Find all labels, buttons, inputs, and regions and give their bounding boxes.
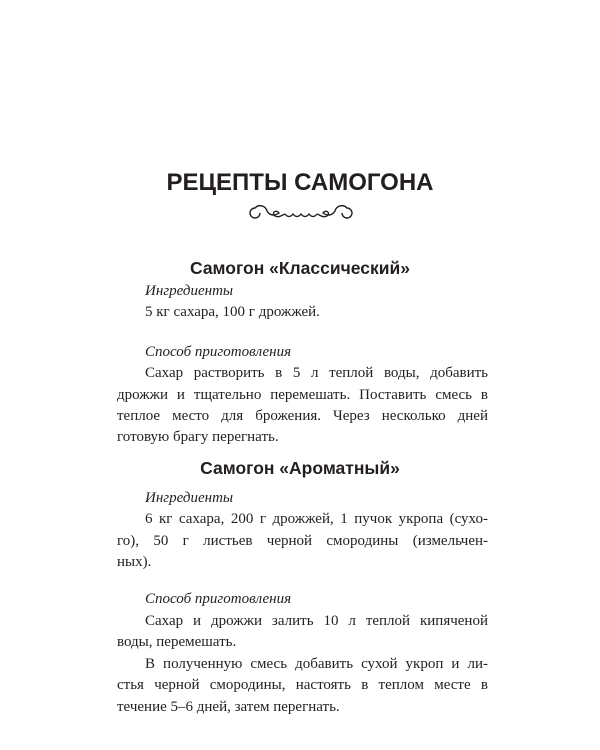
method-line: В полученную смесь добавить сухой укроп и ли- (145, 656, 488, 672)
ornament-divider-icon (246, 203, 356, 223)
ingredients-label: Ингредиенты (145, 283, 234, 299)
ingredients-line: го), 50 г листьев черной смородины (измельчен- (117, 533, 488, 549)
method-line: теплое место для брожения. Через несколько дней (117, 408, 488, 424)
ingredients-line: ных). (117, 554, 152, 570)
ingredients-line: 6 кг сахара, 200 г дрожжей, 1 пучок укропа (сухо- (145, 511, 488, 527)
method-line: течение 5–6 дней, затем перегнать. (117, 699, 340, 715)
method-line: готовую брагу перегнать. (117, 429, 279, 445)
method-line: стья черной смородины, настоять в теплом месте в (117, 677, 488, 693)
recipe-heading: Самогон «Классический» (189, 258, 411, 278)
method-line: Сахар растворить в 5 л теплой воды, добавить (145, 365, 488, 381)
method-line: Сахар и дрожжи залить 10 л теплой кипяченой (145, 613, 488, 629)
ingredients-line: 5 кг сахара, 100 г дрожжей. (145, 304, 320, 320)
method-line: дрожжи и тщательно перемешать. Поставить смесь в (117, 387, 488, 403)
ingredients-label: Ингредиенты (145, 490, 234, 506)
page-title: РЕЦЕПТЫ САМОГОНА (166, 169, 434, 196)
recipe-heading: Самогон «Ароматный» (200, 458, 400, 478)
method-line: воды, перемешать. (117, 634, 237, 650)
method-label: Способ приготовления (145, 344, 292, 360)
method-label: Способ приготовления (145, 591, 292, 607)
